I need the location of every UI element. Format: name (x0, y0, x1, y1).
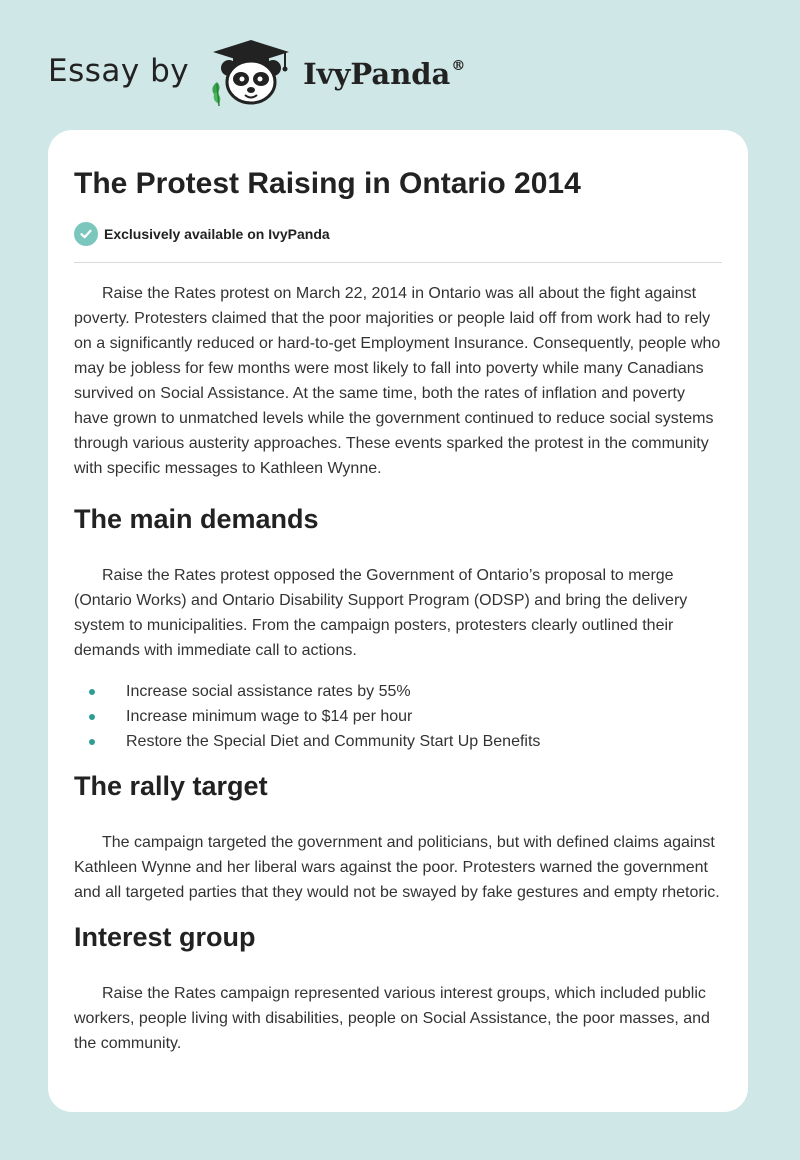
section-heading-rally-target: The rally target (74, 771, 268, 801)
main-demands-paragraph: Raise the Rates protest opposed the Government of Ontario’s proposal to merge (Ontario Works) and Ontario Disability Support Program (ODSP) and bring the delivery system to municipalities. From the campaign posters, protesters clearly outlined their demands with immediate call to actions. (74, 567, 688, 659)
section-heading-main-demands: The main demands (74, 504, 319, 534)
list-item: Restore the Special Diet and Community Start Up Benefits (74, 729, 722, 754)
site-header (48, 38, 465, 108)
intro-paragraph: Raise the Rates protest on March 22, 2014 in Ontario was all about the fight against poverty. Protesters claimed that the poor majorities or people laid off from work had to rely on a significantly reduced or hard-to-get Employment Insurance. Consequently, people who may be jobless for few months were most likely to fall into poverty while many Canadians survived on Social Assistance. At the same time, both the rates of inflation and poverty have grown to unmatched levels while the government continued to reduce social systems through various austerity approaches. These events sparked the protest in the community with specific messages to Kathleen Wynne. (74, 285, 721, 477)
essay-card (48, 130, 748, 1112)
demands-list (74, 679, 722, 754)
badge-text: Exclusively available on IvyPanda (104, 226, 330, 242)
check-circle-icon (74, 222, 98, 246)
interest-group-paragraph: Raise the Rates campaign represented various interest groups, which included public workers, people living with disabilities, people on Social Assistance, the poor masses, and the community. (74, 985, 710, 1052)
brand-prefix: Essay by (48, 53, 190, 89)
bullet-icon (89, 689, 95, 695)
bullet-icon (89, 714, 95, 720)
divider (74, 262, 722, 263)
list-item: Increase social assistance rates by 55% (74, 679, 722, 704)
registered-mark: ® (451, 58, 466, 74)
list-item: Increase minimum wage to $14 per hour (74, 704, 722, 729)
exclusive-badge (74, 220, 722, 248)
panda-graduate-icon (205, 38, 297, 108)
rally-target-paragraph: The campaign targeted the government and politicians, but with defined claims against Kathleen Wynne and her liberal wars against the poor. Protesters warned the government and all targeted parties that they would not be swayed by fake gestures and empty rhetoric. (74, 834, 720, 901)
bullet-icon (89, 739, 95, 745)
brand-name: IvyPanda® (303, 57, 466, 91)
page-title: The Protest Raising in Ontario 2014 (74, 167, 581, 200)
section-heading-interest-group: Interest group (74, 922, 256, 952)
